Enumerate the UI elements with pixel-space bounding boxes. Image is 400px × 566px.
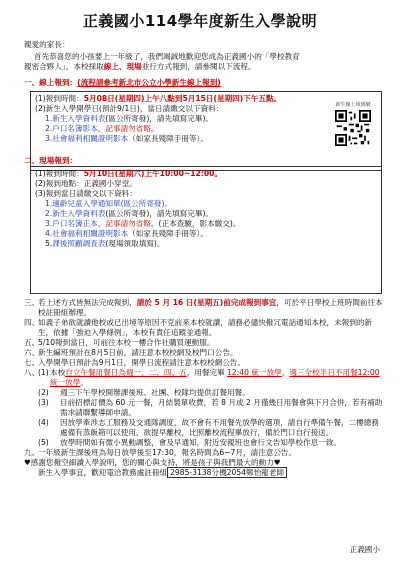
list-item: 六、 新生編班預計在8月5日前，請注意本校校網及校門口公告。 bbox=[24, 348, 238, 358]
list-item: (3) 目前招標訂價為 60 元一餐，月結製單收費，若 8 月或 2 月僅幾日用餐會與下月合併，若有補助需求請聯繫導師申請。 bbox=[38, 398, 383, 418]
list-item: 九、 一年級新生課後班為每日放學後至17:30，報名時間為6~7月，請注意公告。 bbox=[24, 448, 297, 458]
onsite-box: (1)報到時間：5月10日(星期六)上午10:00~12:00。 (2)報到地點：正義國小穿堂。 (3)報到當日請繳交以下資料： 1.適齡兒童入學通知單(區公所寄發)。 2.新生入學資料表(區公所寄發)，請先填寫完畢)。 3.戶口名簿正本，記事請勿省略。(正本查驗，影本繳交)。 4.社會福利相關證明影本（如家長殘障手冊等）。 5.課後照顧調查表(現場領取填寫)。 bbox=[30, 166, 382, 294]
online-box: (1)報到時間：5月08日(星期四)上午八點到5月15日(星期四)下午五點。 (2)新生入學開學日(預計9/1日)，當日請繳交以下資料： 1.新生入學資料表(區公所寄發)，請先填寫完畢)。 2.戶口名簿影本，記事請勿省略。 3.社會福利相關證明影本（如家長殘障手冊等）。 新生線上報到網 bbox=[30, 91, 382, 171]
intro-paragraph: 首先恭喜您的小孩要上一年級了，我們竭誠地歡迎您成為正義國小的「學校教育 親密合夥人」，本校採取線上、現場並行方式報到，請參閱以下流程。 bbox=[24, 52, 300, 72]
list-item: (2) 週三下午學校開辦課後班、社團、校隊均提供訂餐用餐。 bbox=[38, 388, 250, 398]
list-item: (5) 放學時間如有微小異動調整，會及早通知，附近安親班也會行文告知學校作息一致。 bbox=[38, 438, 341, 448]
list-item: 五、 5/10報到當日，可前往本校一樓合作社購買運動服。 bbox=[24, 338, 215, 348]
list-item: (4) 因放學牽涉志工服務及交通隊調度，故不會有不用餐先放學的選項，請自行準備午餐，二樓總務處備有蒸飯箱可以使用，欲提早離校，比照離校流程畢放行，備於門口自行接送。 bbox=[38, 418, 379, 438]
onsite-time: (1)報到時間：5月10日(星期六)上午10:00~12:00。 bbox=[35, 169, 222, 178]
onsite-heading: 二、現場報到： bbox=[24, 156, 78, 165]
qr-code[interactable]: 新生線上報到網 bbox=[331, 102, 375, 146]
signature: 正義國小 bbox=[349, 545, 380, 554]
online-docs: (2)新生入學開學日(預計9/1日)，當日請繳交以下資料： bbox=[35, 104, 224, 114]
page-title: 正義國小114學年度新生入學說明 bbox=[82, 12, 318, 30]
thanks-line: ♥感謝您撥空細讀入學說明，您的關心與支持，將是孩子與我們最大的動力♥ bbox=[24, 458, 281, 468]
greeting: 親愛的家長： bbox=[24, 40, 70, 49]
list-item: 七、 入學開學日預計為9月1日，開學日流程請注意本校校網公告。 bbox=[24, 358, 246, 368]
onsite-docs: (3)報到當日請繳交以下資料： bbox=[35, 189, 137, 199]
contact-phone[interactable]: 2985-3138分機2054鄭怡龍老師 bbox=[167, 467, 287, 478]
list-item: 八、 (1) 本校自立午餐用餐日為週一、二、四、五，用餐完畢 12:40 統一放學，週三全校半日不用餐12:00統一放學。 bbox=[24, 368, 380, 388]
list-item: 四、 如義子弟欲就讀他校或已出境等原因不克前來本校就讀，請務必儘快撥冗電話通知本校，未報到的新生，依據「強迫入學條例」，本校有責任追蹤並通報。 bbox=[24, 318, 373, 338]
online-time: (1)報到時間：5月08日(星期四)上午八點到5月15日(星期四)下午五點。 bbox=[35, 94, 282, 103]
contact-line: 新生入學事宜，歡迎電洽教務處註冊組 2985-3138分機2054鄭怡龍老師 bbox=[24, 468, 384, 478]
list-item: 三、 若上述方式皆無法完成報到，請於 5 月 16 日(星期五)前完成報到事宜，可於平日學校上班時間前往本校註冊組辦理。 bbox=[24, 298, 383, 318]
qr-code-icon bbox=[335, 110, 371, 146]
online-heading: 一、線上報到：(流程請參考新北市公立小學新生線上報到) bbox=[24, 78, 221, 87]
online-guide-link[interactable]: (流程請參考新北市公立小學新生線上報到) bbox=[77, 78, 221, 87]
mode-highlight: 線上、現場 bbox=[103, 62, 142, 72]
notes-list bbox=[24, 298, 384, 478]
onsite-location: (2)報到地點：正義國小穿堂。 bbox=[35, 179, 137, 189]
